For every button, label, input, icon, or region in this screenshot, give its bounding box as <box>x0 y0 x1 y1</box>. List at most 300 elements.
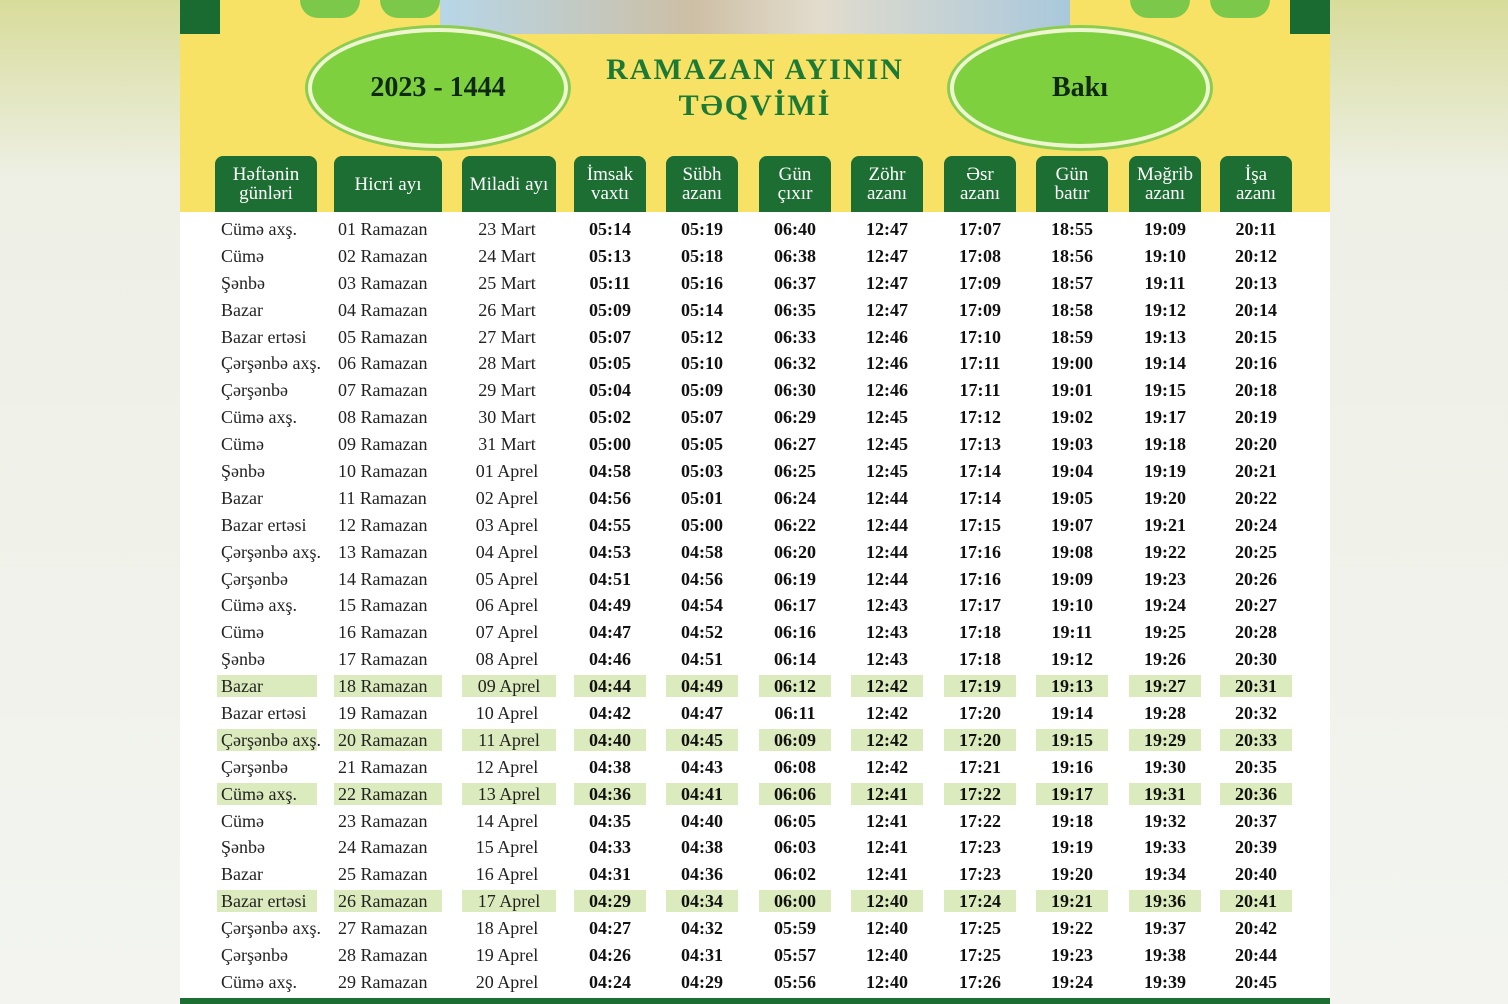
leaf-ornament <box>1130 0 1190 18</box>
column-header: Məğrib azanı <box>1129 156 1201 212</box>
table-cell: Cümə axş. <box>221 971 297 992</box>
table-cell: 12:40 <box>866 918 908 939</box>
table-cell: 18:57 <box>1051 272 1093 293</box>
table-cell: 04:33 <box>589 837 631 858</box>
table-cell: 19 Ramazan <box>338 703 428 724</box>
table-row <box>180 969 1330 996</box>
table-cell: 06:06 <box>759 783 831 805</box>
table-cell: 20:36 <box>1220 783 1292 805</box>
table-cell: Çərşənbə axş. <box>217 729 317 751</box>
table-cell: 05:57 <box>774 945 816 966</box>
table-cell: 04:38 <box>681 837 723 858</box>
table-cell: 06:05 <box>774 810 816 831</box>
table-row <box>180 566 1330 593</box>
table-cell: 10 Aprel <box>475 703 539 724</box>
table-cell: 07 Ramazan <box>338 380 428 401</box>
table-cell: 05:09 <box>681 380 723 401</box>
table-cell: 18:59 <box>1051 326 1093 347</box>
table-cell: Çərşənbə axş. <box>221 353 321 374</box>
table-cell: 19:38 <box>1144 945 1186 966</box>
table-cell: 12 Ramazan <box>338 514 428 535</box>
leaf-ornament <box>380 0 440 18</box>
table-cell: 12:41 <box>866 864 908 885</box>
table-cell: 19:18 <box>1144 434 1186 455</box>
table-cell: 12:44 <box>866 568 908 589</box>
table-cell: 19:14 <box>1144 353 1186 374</box>
table-cell: 12:43 <box>866 649 908 670</box>
table-cell: 06:40 <box>774 219 816 239</box>
table-cell: 04:26 <box>589 945 631 966</box>
table-cell: 17:22 <box>959 810 1001 831</box>
table-cell: 06:24 <box>774 487 816 508</box>
table-cell: Bazar ertəsi <box>221 703 307 724</box>
table-row <box>180 297 1330 324</box>
table-cell: 06:17 <box>774 595 816 616</box>
table-cell: 04:56 <box>589 487 631 508</box>
table-cell: 04:47 <box>589 622 631 643</box>
table-row <box>180 754 1330 781</box>
table-cell: 04:27 <box>589 918 631 939</box>
table-cell: 19:36 <box>1129 890 1201 912</box>
table-cell: 08 Ramazan <box>338 407 428 428</box>
table-cell: 12:44 <box>866 487 908 508</box>
table-cell: 05:00 <box>589 434 631 455</box>
table-cell: 12:41 <box>851 783 923 805</box>
table-row <box>180 888 1330 915</box>
table-cell: 04:51 <box>681 649 723 670</box>
table-cell: 12:40 <box>866 945 908 966</box>
table-cell: 12 Aprel <box>475 756 539 777</box>
table-cell: 20:41 <box>1220 890 1292 912</box>
title-line-1: RAMAZAN AYININ <box>606 53 904 86</box>
leaf-ornament <box>300 0 360 18</box>
bottom-bar <box>180 998 1330 1004</box>
table-cell: 20 Aprel <box>475 971 539 992</box>
table-cell: 17:09 <box>959 299 1001 320</box>
table-cell: 19:10 <box>1144 245 1186 266</box>
table-row <box>180 458 1330 485</box>
table-cell: 17:10 <box>959 326 1001 347</box>
table-cell: 07 Aprel <box>475 622 539 643</box>
table-cell: 12:46 <box>866 353 908 374</box>
table-cell: 17:24 <box>944 890 1016 912</box>
table-cell: 02 Aprel <box>475 487 539 508</box>
table-cell: 04 Ramazan <box>338 299 428 320</box>
table-cell: 20:30 <box>1235 649 1277 670</box>
table-cell: 19:14 <box>1051 703 1093 724</box>
table-cell: 20:45 <box>1235 971 1277 992</box>
table-cell: Bazar <box>221 487 263 508</box>
table-cell: 06:09 <box>759 729 831 751</box>
table-cell: 05:56 <box>774 971 816 992</box>
table-cell: 20:21 <box>1235 461 1277 482</box>
column-header: Hicri ayı <box>334 156 442 212</box>
table-cell: 12:47 <box>866 219 908 239</box>
table-cell: 01 Aprel <box>475 461 539 482</box>
table-cell: 20:24 <box>1235 514 1277 535</box>
column-header: Gün batır <box>1036 156 1108 212</box>
table-cell: 13 Ramazan <box>338 541 428 562</box>
column-header: Zöhr azanı <box>851 156 923 212</box>
table-cell: 08 Aprel <box>475 649 539 670</box>
table-cell: 12:45 <box>866 434 908 455</box>
table-cell: 19:19 <box>1051 837 1093 858</box>
table-row <box>180 834 1330 861</box>
table-cell: 04:29 <box>681 971 723 992</box>
table-cell: 20:14 <box>1235 299 1277 320</box>
corner-ornament-left <box>180 0 220 34</box>
table-cell: 10 Ramazan <box>338 461 428 482</box>
table-cell: 06:14 <box>774 649 816 670</box>
table-cell: 17:20 <box>944 729 1016 751</box>
table-cell: 20:22 <box>1235 487 1277 508</box>
table-cell: Bazar <box>217 675 317 697</box>
table-cell: 19:25 <box>1144 622 1186 643</box>
table-cell: 17:11 <box>959 353 1001 374</box>
table-cell: 06:22 <box>774 514 816 535</box>
table-cell: 22 Ramazan <box>334 783 442 805</box>
table-cell: 17:12 <box>959 407 1001 428</box>
table-cell: 04:58 <box>681 541 723 562</box>
table-cell: 17:23 <box>959 864 1001 885</box>
table-cell: 19:17 <box>1144 407 1186 428</box>
table-cell: 12:47 <box>866 299 908 320</box>
table-cell: Bazar <box>221 864 263 885</box>
table-cell: 20:20 <box>1235 434 1277 455</box>
table-cell: 20:15 <box>1235 326 1277 347</box>
table-cell: 19:05 <box>1051 487 1093 508</box>
table-cell: 19:11 <box>1051 622 1093 643</box>
table-cell: 20:37 <box>1235 810 1277 831</box>
table-cell: 06:37 <box>774 272 816 293</box>
table-cell: 13 Aprel <box>462 783 556 805</box>
table-cell: 04:24 <box>589 971 631 992</box>
table-cell: 02 Ramazan <box>338 245 428 266</box>
table-cell: 19:28 <box>1144 703 1186 724</box>
table-cell: 04:46 <box>589 649 631 670</box>
table-cell: 26 Ramazan <box>334 890 442 912</box>
table-cell: 05:10 <box>681 353 723 374</box>
table-cell: 17:20 <box>959 703 1001 724</box>
table-cell: 05:59 <box>774 918 816 939</box>
table-cell: 19:24 <box>1144 595 1186 616</box>
table-cell: 19:23 <box>1051 945 1093 966</box>
table-cell: 23 Mart <box>478 219 536 239</box>
table-cell: 04:49 <box>666 675 738 697</box>
table-cell: 06:29 <box>774 407 816 428</box>
table-cell: 05:04 <box>589 380 631 401</box>
column-header: Əsr azanı <box>944 156 1016 212</box>
table-cell: 05:05 <box>589 353 631 374</box>
table-cell: 19:20 <box>1051 864 1093 885</box>
table-cell: 12:41 <box>866 810 908 831</box>
table-cell: 19:02 <box>1051 407 1093 428</box>
table-cell: 19:19 <box>1144 461 1186 482</box>
table-row <box>180 324 1330 351</box>
table-cell: 20:40 <box>1235 864 1277 885</box>
table-cell: 19:15 <box>1144 380 1186 401</box>
table-row <box>180 781 1330 808</box>
table-row <box>180 485 1330 512</box>
table-cell: 17 Ramazan <box>338 649 428 670</box>
table-cell: 19:22 <box>1051 918 1093 939</box>
table-cell: 18 Aprel <box>475 918 539 939</box>
table-cell: 12:42 <box>866 756 908 777</box>
table-cell: 11 Ramazan <box>338 487 427 508</box>
table-cell: 17:26 <box>959 971 1001 992</box>
city-text: Bakı <box>1051 72 1109 103</box>
table-cell: 24 Ramazan <box>338 837 428 858</box>
table-row <box>180 270 1330 297</box>
table-cell: 19:39 <box>1144 971 1186 992</box>
table-cell: 17:23 <box>959 837 1001 858</box>
table-cell: 16 Ramazan <box>338 622 428 643</box>
table-cell: 04:34 <box>666 890 738 912</box>
column-header: İşa azanı <box>1220 156 1292 212</box>
title-line-2: TƏQVİMİ <box>678 89 832 122</box>
table-cell: 01 Ramazan <box>338 219 428 239</box>
table-cell: 04:42 <box>589 703 631 724</box>
table-cell: 20:18 <box>1235 380 1277 401</box>
table-cell: 04:43 <box>681 756 723 777</box>
table-cell: 04:55 <box>589 514 631 535</box>
table-cell: 05:12 <box>681 326 723 347</box>
table-cell: Cümə axş. <box>221 407 297 428</box>
table-cell: 31 Mart <box>478 434 536 455</box>
table-cell: 04:40 <box>681 810 723 831</box>
table-cell: 05:03 <box>681 461 723 482</box>
table-cell: 18:58 <box>1051 299 1093 320</box>
table-cell: 12:43 <box>866 595 908 616</box>
table-cell: 06:25 <box>774 461 816 482</box>
table-cell: 04:52 <box>681 622 723 643</box>
calendar-poster <box>180 0 1330 1004</box>
table-cell: 12:41 <box>866 837 908 858</box>
table-cell: 19:12 <box>1144 299 1186 320</box>
table-cell: 14 Aprel <box>475 810 539 831</box>
table-cell: Cümə axş. <box>217 783 317 805</box>
table-cell: 17:19 <box>944 675 1016 697</box>
table-cell: 20:28 <box>1235 622 1277 643</box>
table-cell: 06:02 <box>774 864 816 885</box>
table-cell: 19:23 <box>1144 568 1186 589</box>
table-cell: 09 Aprel <box>462 675 556 697</box>
table-cell: 05:14 <box>589 219 631 239</box>
table-cell: 28 Mart <box>478 353 536 374</box>
header-photo <box>440 0 1070 34</box>
table-cell: 20:12 <box>1235 245 1277 266</box>
table-cell: 20:11 <box>1235 219 1277 239</box>
table-cell: 20:19 <box>1235 407 1277 428</box>
table-cell: 05:05 <box>681 434 723 455</box>
table-cell: 06:32 <box>774 353 816 374</box>
table-cell: 05:07 <box>681 407 723 428</box>
table-row <box>180 243 1330 270</box>
table-cell: 12:42 <box>851 729 923 751</box>
table-cell: 27 Ramazan <box>338 918 428 939</box>
column-header: Miladi ayı <box>462 156 556 212</box>
table-cell: Bazar ertəsi <box>221 514 307 535</box>
table-cell: 23 Ramazan <box>338 810 428 831</box>
table-cell: 17:21 <box>959 756 1001 777</box>
table-cell: Cümə <box>221 245 264 266</box>
table-cell: 11 Aprel <box>462 729 556 751</box>
table-cell: 04:31 <box>589 864 631 885</box>
table-cell: 17:11 <box>959 380 1001 401</box>
table-cell: 04:53 <box>589 541 631 562</box>
table-cell: 12:44 <box>866 541 908 562</box>
table-cell: 19 Aprel <box>475 945 539 966</box>
table-cell: 05:09 <box>589 299 631 320</box>
poster-header <box>180 0 1330 212</box>
leaf-ornament <box>1210 0 1270 18</box>
table-row <box>180 646 1330 673</box>
table-row <box>180 619 1330 646</box>
table-cell: 19:01 <box>1051 380 1093 401</box>
column-header: İmsak vaxtı <box>574 156 646 212</box>
table-row <box>180 216 1330 243</box>
table-cell: Cümə <box>221 810 264 831</box>
table-cell: 17:08 <box>959 245 1001 266</box>
table-cell: 20:35 <box>1235 756 1277 777</box>
table-cell: 17:15 <box>959 514 1001 535</box>
table-cell: 04:29 <box>574 890 646 912</box>
table-row <box>180 727 1330 754</box>
table-cell: 05:01 <box>681 487 723 508</box>
table-cell: 06:08 <box>774 756 816 777</box>
year-text: 2023 - 1444 <box>370 72 506 103</box>
table-row <box>180 512 1330 539</box>
year-badge <box>308 28 568 148</box>
table-cell: 19:34 <box>1144 864 1186 885</box>
table-cell: 12:46 <box>866 326 908 347</box>
table-cell: 06:19 <box>774 568 816 589</box>
table-cell: 04:56 <box>681 568 723 589</box>
table-cell: 03 Aprel <box>475 514 539 535</box>
table-cell: 19:15 <box>1036 729 1108 751</box>
table-cell: 20:13 <box>1235 272 1277 293</box>
table-cell: 24 Mart <box>478 245 536 266</box>
table-row <box>180 350 1330 377</box>
table-cell: 20:16 <box>1235 353 1277 374</box>
table-cell: 19:27 <box>1129 675 1201 697</box>
table-row <box>180 431 1330 458</box>
table-cell: 20:31 <box>1220 675 1292 697</box>
table-cell: 19:03 <box>1051 434 1093 455</box>
table-cell: 05 Ramazan <box>338 326 428 347</box>
table-cell: 29 Ramazan <box>338 971 428 992</box>
table-cell: 17:22 <box>944 783 1016 805</box>
table-cell: 17:25 <box>959 918 1001 939</box>
table-cell: 14 Ramazan <box>338 568 428 589</box>
table-cell: Şənbə <box>221 461 265 482</box>
table-cell: Şənbə <box>221 837 265 858</box>
table-cell: 19:13 <box>1036 675 1108 697</box>
table-cell: 12:40 <box>866 971 908 992</box>
table-cell: 06 Aprel <box>475 595 539 616</box>
table-cell: Bazar ertəsi <box>221 326 307 347</box>
table-cell: 19:37 <box>1144 918 1186 939</box>
table-cell: 12:42 <box>866 703 908 724</box>
table-cell: 12:44 <box>866 514 908 535</box>
table-cell: 18:56 <box>1051 245 1093 266</box>
table-cell: 17:14 <box>959 487 1001 508</box>
table-cell: 06:00 <box>759 890 831 912</box>
table-cell: 12:47 <box>866 245 908 266</box>
table-cell: 19:31 <box>1129 783 1201 805</box>
column-header: Sübh azanı <box>666 156 738 212</box>
calendar-table-body <box>180 216 1330 996</box>
table-cell: 17:18 <box>959 622 1001 643</box>
table-cell: 19:13 <box>1144 326 1186 347</box>
table-cell: 19:08 <box>1051 541 1093 562</box>
table-cell: 19:00 <box>1051 353 1093 374</box>
city-badge <box>950 28 1210 148</box>
table-cell: 06:35 <box>774 299 816 320</box>
table-cell: 19:32 <box>1144 810 1186 831</box>
table-cell: 12:47 <box>866 272 908 293</box>
table-cell: Çərşənbə <box>221 568 288 589</box>
table-cell: 04:40 <box>574 729 646 751</box>
table-row <box>180 539 1330 566</box>
table-cell: 05:19 <box>681 219 723 239</box>
table-cell: 20:39 <box>1235 837 1277 858</box>
table-cell: 05:14 <box>681 299 723 320</box>
table-cell: Cümə <box>221 622 264 643</box>
table-cell: 04:47 <box>681 703 723 724</box>
table-cell: 20:26 <box>1235 568 1277 589</box>
table-cell: 06:20 <box>774 541 816 562</box>
table-cell: 19:33 <box>1144 837 1186 858</box>
table-cell: 04:45 <box>666 729 738 751</box>
table-cell: 06:38 <box>774 245 816 266</box>
table-cell: 28 Ramazan <box>338 945 428 966</box>
table-cell: 19:17 <box>1036 783 1108 805</box>
table-row <box>180 673 1330 700</box>
table-cell: 04 Aprel <box>475 541 539 562</box>
table-cell: 17:07 <box>959 219 1001 239</box>
table-row <box>180 700 1330 727</box>
table-cell: 17:18 <box>959 649 1001 670</box>
table-cell: Çərşənbə <box>221 945 288 966</box>
table-cell: 04:58 <box>589 461 631 482</box>
table-cell: 17:16 <box>959 568 1001 589</box>
table-cell: 04:54 <box>681 595 723 616</box>
corner-ornament-right <box>1290 0 1330 34</box>
table-cell: 06:11 <box>774 703 816 724</box>
table-cell: 04:38 <box>589 756 631 777</box>
table-cell: Cümə <box>221 434 264 455</box>
table-cell: 06:33 <box>774 326 816 347</box>
table-cell: 27 Mart <box>478 326 536 347</box>
table-cell: 12:45 <box>866 407 908 428</box>
table-cell: 12:43 <box>866 622 908 643</box>
table-cell: 19:09 <box>1144 219 1186 239</box>
table-cell: 05:02 <box>589 407 631 428</box>
table-cell: Cümə axş. <box>221 595 297 616</box>
table-cell: 17:13 <box>959 434 1001 455</box>
table-cell: 06:27 <box>774 434 816 455</box>
table-cell: 12:45 <box>866 461 908 482</box>
table-cell: 04:36 <box>574 783 646 805</box>
table-cell: 18:55 <box>1051 219 1093 239</box>
table-cell: 19:29 <box>1129 729 1201 751</box>
table-cell: 09 Ramazan <box>338 434 428 455</box>
table-cell: 19:11 <box>1144 272 1186 293</box>
table-cell: 19:09 <box>1051 568 1093 589</box>
table-cell: 19:10 <box>1051 595 1093 616</box>
table-cell: 19:30 <box>1144 756 1186 777</box>
